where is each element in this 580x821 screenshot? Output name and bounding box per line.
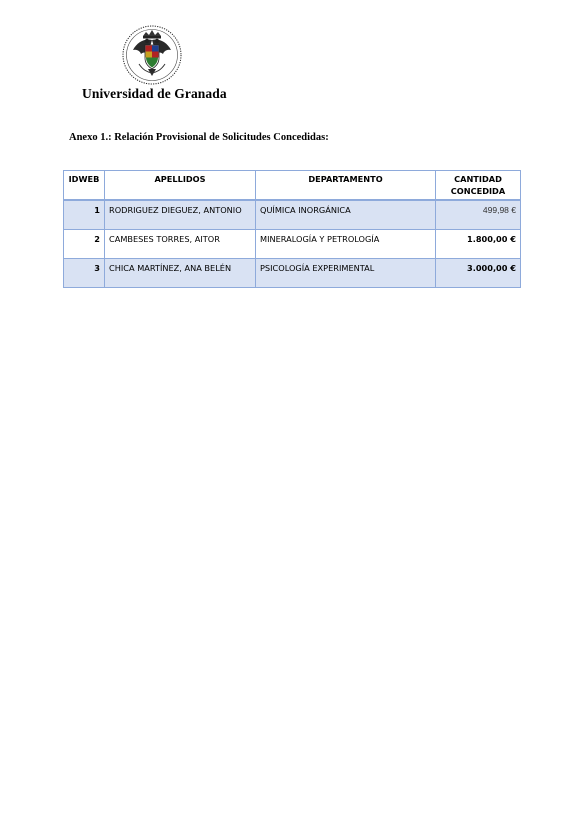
row-name: CAMBESES TORRES, AITOR xyxy=(105,230,256,259)
row-department: PSICOLOGÍA EXPERIMENTAL xyxy=(256,259,436,288)
row-id: 3 xyxy=(64,259,105,288)
row-department: MINERALOGÍA Y PETROLOGÍA xyxy=(256,230,436,259)
table-row xyxy=(64,200,521,230)
annex-title: Anexo 1.: Relación Provisional de Solicitudes Concedidas: xyxy=(69,132,329,143)
row-department: QUÍMICA INORGÁNICA xyxy=(256,200,436,230)
header-cantidad xyxy=(436,171,521,201)
row-id: 1 xyxy=(64,200,105,230)
header-cantidad-line1: CANTIDAD xyxy=(454,174,502,184)
university-crest-icon xyxy=(121,24,183,86)
row-name: CHICA MARTÍNEZ, ANA BELÉN xyxy=(105,259,256,288)
header-cantidad-line2: CONCEDIDA xyxy=(450,186,506,196)
header-apellidos: APELLIDOS xyxy=(105,171,256,201)
row-name: RODRIGUEZ DIEGUEZ, ANTONIO xyxy=(105,200,256,230)
row-amount: 1.800,00 € xyxy=(436,230,521,259)
university-name: Universidad de Granada xyxy=(82,86,227,101)
table-row xyxy=(64,259,521,288)
table-header-row xyxy=(64,171,521,201)
row-id: 2 xyxy=(64,230,105,259)
row-amount: 499,98 € xyxy=(436,200,521,230)
header-departamento: DEPARTAMENTO xyxy=(256,171,436,201)
table-row xyxy=(64,230,521,259)
grants-table xyxy=(63,170,521,288)
header-idweb: IDWEB xyxy=(64,171,105,201)
row-amount: 3.000,00 € xyxy=(436,259,521,288)
